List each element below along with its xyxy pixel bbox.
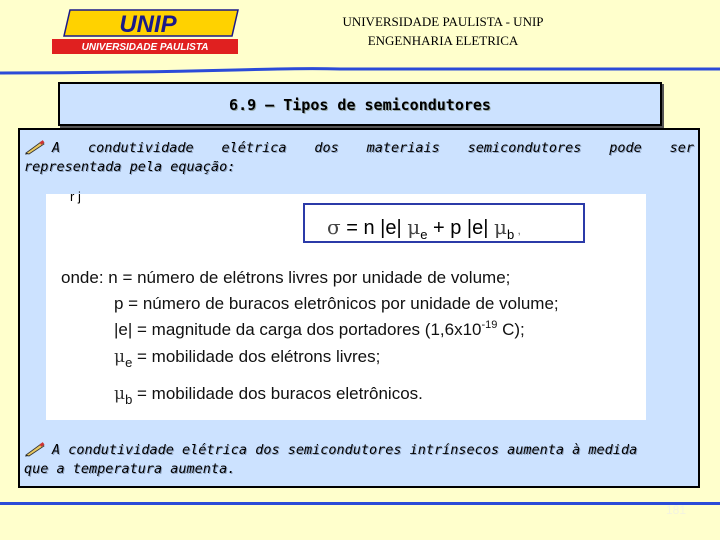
logo-wordmark: UNIP [119, 11, 177, 38]
header-line-2: ENGENHARIA ELETRICA [367, 33, 519, 48]
conductivity-equation: σ = n |e| $\mu_e + p$ |e| $\mu_b$ , [327, 215, 521, 242]
definition-mu-b: $\mu_b$ = mobilidade dos buracos eletrônicos. [114, 384, 423, 407]
title-box [58, 82, 662, 126]
pencil-icon [24, 442, 46, 456]
definition-e: |e| = magnitude da carga dos portadores ($1,6x10^{-19}$ C); [114, 319, 525, 339]
logo-subtext: UNIVERSIDADE PAULISTA [81, 42, 209, 53]
paragraph-2-line-2: que a temperatura aumenta. [24, 461, 236, 477]
definition-n: onde: n = número de elétrons livres por unidade de volume; [61, 268, 511, 287]
definition-mu-e: $\mu_e$ = mobilidade dos elétrons livres; [114, 347, 381, 370]
paragraph-1-line-2: representada pela equação: [24, 159, 236, 175]
top-divider [0, 64, 720, 76]
header-line-1: UNIVERSIDADE PAULISTA - UNIP [342, 14, 544, 29]
slide-title: 6.9 – Tipos de semicondutores [229, 96, 491, 114]
paragraph-2-line-1: A condutividade elétrica dos semicondutores intrínsecos aumenta à medida [24, 441, 694, 460]
unip-logo [48, 8, 240, 56]
definition-p: p = número de buracos eletrônicos por unidade de volume; [114, 294, 559, 313]
cropped-text: r j [70, 189, 81, 204]
pencil-icon [24, 140, 46, 154]
bottom-divider [0, 500, 720, 508]
header-text [280, 12, 606, 50]
page-number: 181 [666, 503, 687, 517]
paragraph-1-line-1: A condutividade elétrica dos materiais semicondutores pode ser [24, 139, 694, 158]
